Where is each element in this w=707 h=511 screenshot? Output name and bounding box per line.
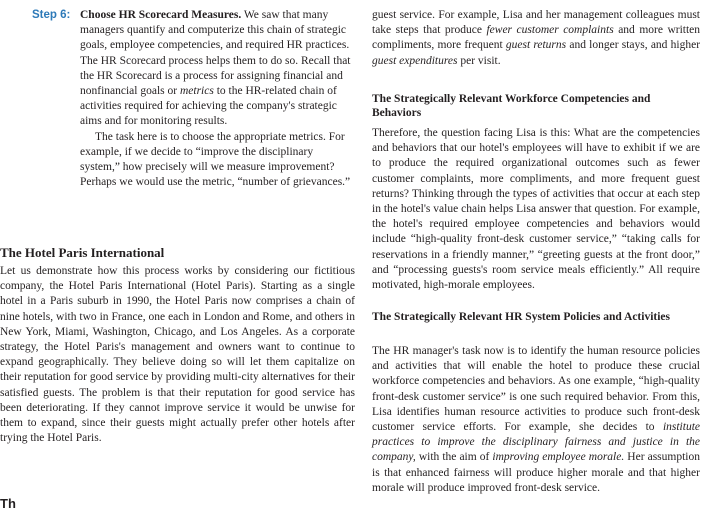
- step-6-body: [80, 8, 352, 190]
- step-6-heading: Choose HR Scorecard Measures.: [80, 9, 242, 21]
- partial-heading: Th: [0, 496, 16, 511]
- cont-emphasis-3: guest expenditures: [372, 54, 458, 67]
- competencies-heading: The Strategically Relevant Workforce Competencies and Behaviors: [372, 93, 651, 119]
- policies-heading: The Strategically Relevant HR System Policies and Activities: [372, 311, 671, 323]
- cont-text-a: guest service. For example, Lisa and her management colleagues must take steps that produce: [372, 9, 700, 37]
- hotel-paragraph: Let us demonstrate how this process works by considering our fictitious company, the Hotel Paris International (Hotel Paris). Starting as a single hotel in a Paris suburb in 1990, the Hotel Paris now comprises a chain of nine hotels, with two in France, one each in London and Rome, and others in New York, Miami, Washington, Chicago, and Los Angeles. As a corporate strategy, the Hotel Paris's management and owners want to continue to expand geographically. They believe doing so will let them capitalize on their reputation for good service by providing multi-city alternatives for their satisfied guests. The problem is that their reputation for good service has been deteriorating. If they cannot improve service it would be unwise for them to expand, since their guests might actually prefer other hotels after trying the Hotel Paris.: [0, 265, 355, 445]
- competencies-body: [372, 126, 700, 293]
- step-6-paragraph-1: [80, 8, 352, 130]
- continued-paragraph: [372, 8, 700, 69]
- step-6-text-end: to the HR-related chain of activities required for achieving the company's strategic aims and for monitoring results.: [80, 85, 337, 128]
- step-label: Step 6:: [32, 9, 71, 21]
- cont-emphasis-1: fewer customer complaints: [486, 24, 614, 37]
- policies-text-a: The HR manager's task now is to identify the human resource policies and activities that will enable the hotel to produce these crucial workforce competencies and behaviors. As one example, “high-quality front-desk customer service” is one such required behavior. From this, Lisa identifies human resource activities to produce such front-desk customer service efforts. For example, she decides to: [372, 345, 700, 434]
- policies-text-c: Her assumption is that enhanced fairness will produce higher morale and that higher morale will produce improved front-desk service.: [372, 451, 700, 494]
- policies-emphasis-1: institute practices to improve the disciplinary fairness and justice in the company,: [372, 421, 700, 464]
- metrics-emphasis: metrics: [179, 85, 214, 98]
- cont-text-b: and more written compliments, more frequent: [372, 24, 701, 52]
- cont-text-d: per visit.: [460, 54, 501, 67]
- step-6-text: We saw that many managers quantify and computerize this chain of strategic goals, employee competencies, and required HR practices. The HR Scorecard process helps them to do so. Recall that the HR Scorecard is a process for assigning financial and nonfinancial goals or: [80, 9, 351, 98]
- policies-text-b: with the aim of: [418, 451, 490, 464]
- hotel-section-body: [0, 264, 355, 446]
- competencies-paragraph: Therefore, the question facing Lisa is this: What are the competencies and behaviors that our hotel's employees will have to exhibit if we are to produce the required organizational outcomes such as fewer customer complaints, more compliments, and more frequent guest returns? Thinking through the types of activities that occur at each step in the hotel's value chain helps Lisa answer that question. For example, the hotel's required employee competencies and behaviors would include “high-quality front-desk customer service,” “taking calls for reservations in a friendly manner,” “greeting guests at the front door,” and “processing guests's room service meals efficiently.” All require motivated, high-morale employees.: [372, 127, 700, 292]
- policies-body: [372, 344, 700, 496]
- cont-emphasis-2: guest returns: [505, 39, 567, 52]
- step-6-paragraph-2: The task here is to choose the appropriate metrics. For example, if we decide to “improve the disciplinary system,” how precisely will we measure improvement? Perhaps we would use the metric, “number of grievances.”: [80, 130, 351, 189]
- policies-emphasis-2: improving employee morale.: [492, 451, 625, 464]
- cont-text-c: and longer stays, and higher: [569, 39, 701, 52]
- hotel-section-heading: The Hotel Paris International: [0, 245, 165, 260]
